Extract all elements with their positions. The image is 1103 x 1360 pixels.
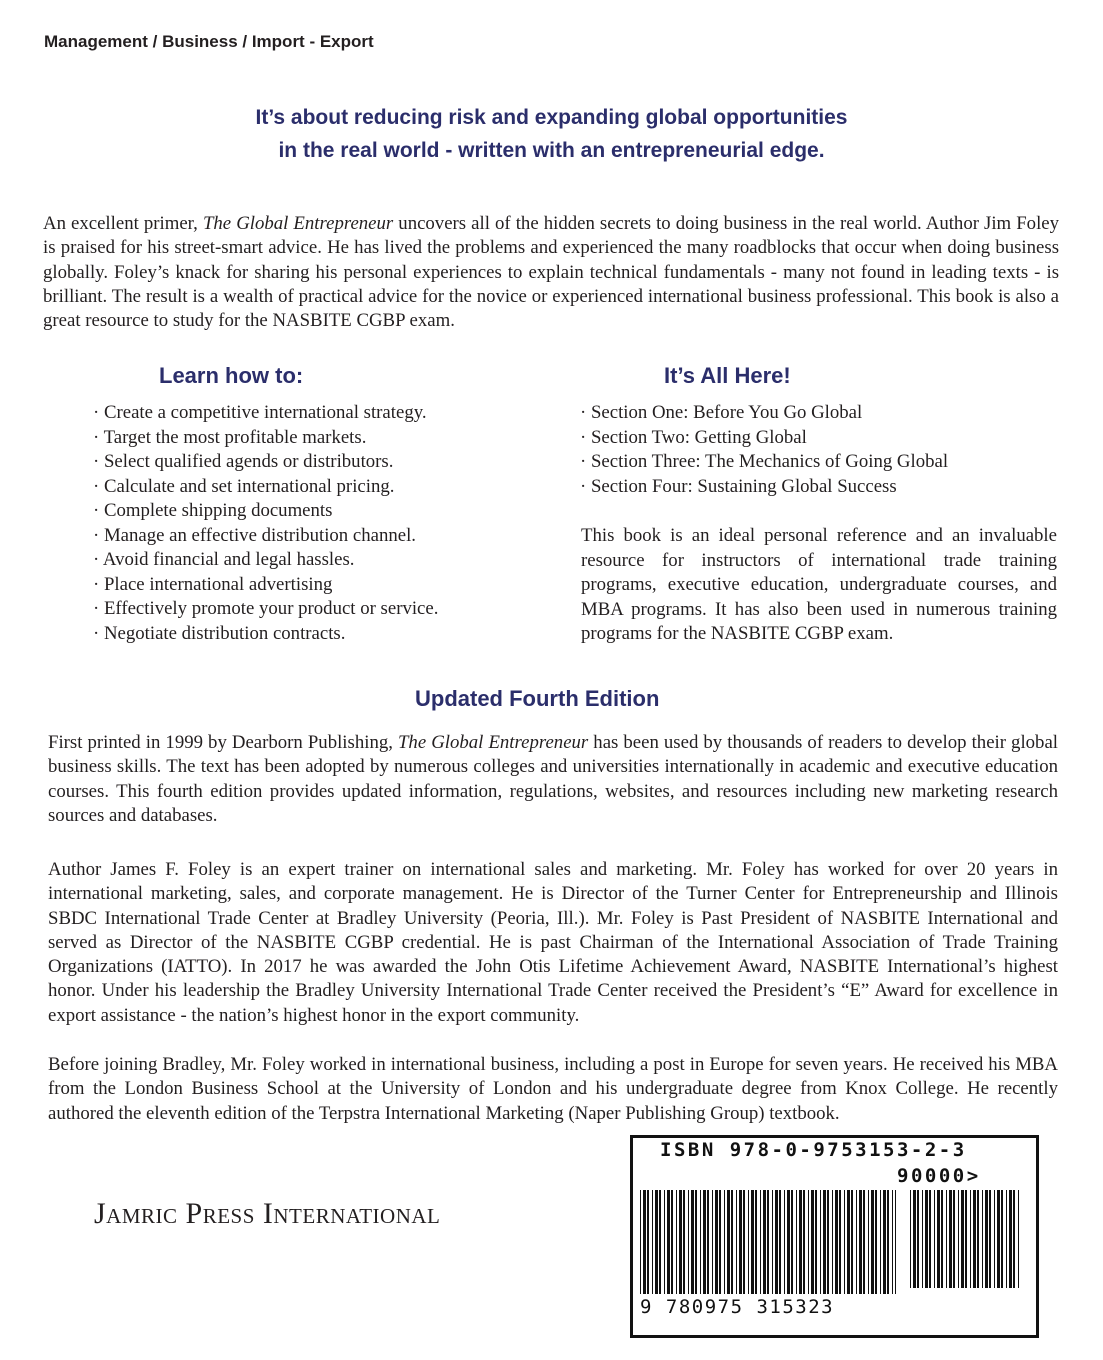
edition-p1-end: has been used by thousands of readers to develop their global business skills. The text has been adopted by numerous colleges and universities internationally in academic and executive education courses. This fourth edition provides updated information, regulations, websites, and resources including new marketing research sources and databases. bbox=[48, 732, 1058, 826]
barcode-bar bbox=[779, 1190, 781, 1294]
category-label: Management / Business / Import - Export bbox=[44, 32, 374, 51]
barcode-bar bbox=[811, 1190, 814, 1294]
edition-heading: Updated Fourth Edition bbox=[415, 686, 660, 711]
barcode-bar bbox=[1009, 1190, 1012, 1288]
barcode-bar bbox=[808, 1190, 809, 1294]
barcode-bar bbox=[989, 1190, 991, 1288]
barcode-bar bbox=[994, 1190, 995, 1288]
barcode-bar bbox=[929, 1190, 931, 1288]
barcode-bar bbox=[851, 1190, 853, 1294]
barcode-bar bbox=[664, 1190, 665, 1294]
all-here-heading: It’s All Here! bbox=[664, 363, 791, 388]
learn-item: · Effectively promote your product or service. bbox=[93, 597, 533, 622]
barcode-bar bbox=[775, 1190, 778, 1294]
barcode-bar bbox=[953, 1190, 955, 1288]
barcode-bar bbox=[946, 1190, 947, 1288]
barcode-bar bbox=[772, 1190, 773, 1294]
barcode-bar bbox=[917, 1190, 919, 1288]
barcode-bar bbox=[895, 1190, 896, 1294]
learn-item: · Create a competitive international strategy. bbox=[93, 401, 533, 426]
learn-list bbox=[93, 401, 533, 646]
barcode-bar bbox=[925, 1190, 928, 1288]
barcode-bar bbox=[941, 1190, 943, 1288]
barcode-bar bbox=[977, 1190, 979, 1288]
barcode-bar bbox=[751, 1190, 754, 1294]
barcode-bar bbox=[712, 1190, 713, 1294]
edition-p1-start: First printed in 1999 by Dearborn Publishing, bbox=[48, 732, 398, 753]
barcode-bar bbox=[731, 1190, 733, 1294]
barcode-bar bbox=[743, 1190, 745, 1294]
barcode-bar bbox=[739, 1190, 742, 1294]
barcode-bar bbox=[868, 1190, 869, 1294]
barcode-bar bbox=[748, 1190, 749, 1294]
price-code: 90000> bbox=[897, 1165, 981, 1187]
edition-book-title: The Global Entrepreneur bbox=[397, 732, 589, 753]
barcode-bar bbox=[871, 1190, 874, 1294]
barcode-bar bbox=[659, 1190, 661, 1294]
barcode-bar bbox=[679, 1190, 682, 1294]
barcode-bar bbox=[887, 1190, 889, 1294]
barcode-bar bbox=[937, 1190, 940, 1288]
barcode-bar bbox=[1006, 1190, 1007, 1288]
barcode-bar bbox=[913, 1190, 916, 1288]
barcode-bar bbox=[647, 1190, 649, 1294]
learn-item: · Negotiate distribution contracts. bbox=[93, 622, 533, 647]
tagline-line-1: It’s about reducing risk and expanding global opportunities bbox=[255, 106, 848, 129]
barcode-bar bbox=[787, 1190, 790, 1294]
barcode-bar bbox=[803, 1190, 805, 1294]
barcode-bar bbox=[719, 1190, 721, 1294]
barcode-bar bbox=[835, 1190, 838, 1294]
barcode-bar bbox=[655, 1190, 658, 1294]
barcode-bar bbox=[859, 1190, 862, 1294]
barcode-bar bbox=[820, 1190, 821, 1294]
intro-text-end: uncovers all of the hidden secrets to doing business in the real world. Author Jim Foley is praised for his street-smart advice. He has lived the problems and experienced the many roadblocks that occur when doing business globally. Foley’s knack for sharing his personal experiences to explain technical fundamentals - many not found in leading texts - is brilliant. The result is a wealth of practical advice for the novice or experienced international business professional. This book is also a great resource to study for the NASBITE CGBP exam. bbox=[43, 213, 1060, 332]
barcode-bar bbox=[973, 1190, 976, 1288]
barcode-bar bbox=[791, 1190, 793, 1294]
barcode-bar bbox=[970, 1190, 971, 1288]
barcode-bar bbox=[958, 1190, 959, 1288]
barcode-bar bbox=[799, 1190, 802, 1294]
barcode-bar bbox=[671, 1190, 673, 1294]
barcode-bar bbox=[760, 1190, 761, 1294]
barcode-bar bbox=[847, 1190, 850, 1294]
barcode-bar bbox=[767, 1190, 769, 1294]
all-here-paragraph: This book is an ideal personal reference and an invaluable resource for instructors of international trade training programs, executive education, undergraduate courses, and MBA programs. It has also been used in numerous training programs for the NASBITE CGBP exam. bbox=[581, 525, 1057, 644]
barcode-bar bbox=[763, 1190, 766, 1294]
section-item: · Section Three: The Mechanics of Going Global bbox=[580, 450, 1060, 475]
sections-list bbox=[580, 401, 1060, 499]
barcode-bar bbox=[703, 1190, 706, 1294]
barcode-bar bbox=[880, 1190, 881, 1294]
learn-item: · Select qualified agends or distributors. bbox=[93, 450, 533, 475]
barcode-bar bbox=[1013, 1190, 1015, 1288]
barcode-bar bbox=[727, 1190, 730, 1294]
price-barcode bbox=[910, 1190, 1020, 1288]
author-background-paragraph: Before joining Bradley, Mr. Foley worked in international business, including a post in Europe for seven years. He received his MBA from the London Business School at the University of London and his undergraduate degree from Knox College. He recently authored the eleventh edition of the Terpstra International Marketing (Naper Publishing Group) textbook. bbox=[48, 1054, 1058, 1124]
learn-item: · Complete shipping documents bbox=[93, 499, 533, 524]
barcode-bar bbox=[892, 1190, 893, 1294]
barcode-bar bbox=[640, 1190, 641, 1294]
barcode-bar bbox=[982, 1190, 983, 1288]
barcode-bar bbox=[875, 1190, 877, 1294]
author-bio-paragraph: Author James F. Foley is an expert trainer on international sales and marketing. Mr. Foley has worked for over 20 years in international marketing, sales, and corporate management. He is Director of the Turner Center for Entrepreneurship and Illinois SBDC International Trade Center at Bradley University (Peoria, Ill.). Mr. Foley is Past President of NASBITE International and served as Director of the NASBITE CGBP credential. He is past Chairman of the International Association of Trade Training Organizations (IATTO). In 2017 he was awarded the John Otis Lifetime Achievement Award, NASBITE International’s highest honor. Under his leadership the Bradley University International Trade Center received the President’s “E” Award for excellence in export assistance - the nation’s highest honor in the export community. bbox=[48, 859, 1058, 1026]
barcode-bar bbox=[688, 1190, 689, 1294]
barcode-bar bbox=[652, 1190, 653, 1294]
barcode-bar bbox=[827, 1190, 829, 1294]
barcode-bar bbox=[839, 1190, 841, 1294]
barcode-bar bbox=[883, 1190, 886, 1294]
barcode-bar bbox=[922, 1190, 923, 1288]
barcode-bar bbox=[823, 1190, 826, 1294]
barcode-bar bbox=[676, 1190, 677, 1294]
barcode-bar bbox=[683, 1190, 685, 1294]
barcode-bar bbox=[997, 1190, 1000, 1288]
edition-paragraph-1 bbox=[48, 731, 1058, 828]
barcode-bar bbox=[1018, 1190, 1019, 1288]
barcode-bar bbox=[844, 1190, 845, 1294]
learn-item: · Place international advertising bbox=[93, 573, 533, 598]
barcode-bar bbox=[643, 1190, 646, 1294]
barcode-bar bbox=[700, 1190, 701, 1294]
learn-heading: Learn how to: bbox=[159, 363, 304, 388]
barcode-bar bbox=[856, 1190, 857, 1294]
barcode-bar bbox=[910, 1190, 911, 1288]
barcode-bar bbox=[934, 1190, 935, 1288]
barcode-bar bbox=[695, 1190, 697, 1294]
isbn-barcode bbox=[640, 1190, 896, 1294]
learn-item: · Calculate and set international pricing. bbox=[93, 475, 533, 500]
barcode-bar bbox=[736, 1190, 737, 1294]
barcode-bar bbox=[863, 1190, 865, 1294]
isbn-number: ISBN 978-0-9753153-2-3 bbox=[660, 1139, 967, 1161]
barcode-bar bbox=[707, 1190, 709, 1294]
barcode-bar bbox=[815, 1190, 817, 1294]
barcode-bar bbox=[784, 1190, 785, 1294]
barcode-bar bbox=[965, 1190, 967, 1288]
barcode-bar bbox=[691, 1190, 694, 1294]
intro-paragraph bbox=[43, 212, 1059, 333]
section-item: · Section One: Before You Go Global bbox=[580, 401, 1060, 426]
learn-item: · Avoid financial and legal hassles. bbox=[93, 548, 533, 573]
barcode-bar bbox=[715, 1190, 718, 1294]
barcode-bar bbox=[796, 1190, 797, 1294]
ean-number: 9 780975 315323 bbox=[640, 1296, 835, 1318]
barcode-bar bbox=[949, 1190, 952, 1288]
barcode-bar bbox=[755, 1190, 757, 1294]
tagline-line-2: in the real world - written with an entrepreneurial edge. bbox=[278, 139, 825, 162]
section-item: · Section Two: Getting Global bbox=[580, 426, 1060, 451]
barcode-bar bbox=[961, 1190, 964, 1288]
intro-book-title: The Global Entrepreneur bbox=[202, 213, 394, 234]
section-item: · Section Four: Sustaining Global Success bbox=[580, 475, 1060, 500]
barcode-bar bbox=[985, 1190, 988, 1288]
publisher-logo: Jamric Press International bbox=[94, 1197, 441, 1230]
intro-text-start: An excellent primer, bbox=[43, 213, 203, 234]
barcode-bar bbox=[724, 1190, 725, 1294]
learn-item: · Manage an effective distribution channel. bbox=[93, 524, 533, 549]
learn-item: · Target the most profitable markets. bbox=[93, 426, 533, 451]
barcode-bar bbox=[832, 1190, 833, 1294]
barcode-bar bbox=[667, 1190, 670, 1294]
barcode-bar bbox=[1001, 1190, 1003, 1288]
